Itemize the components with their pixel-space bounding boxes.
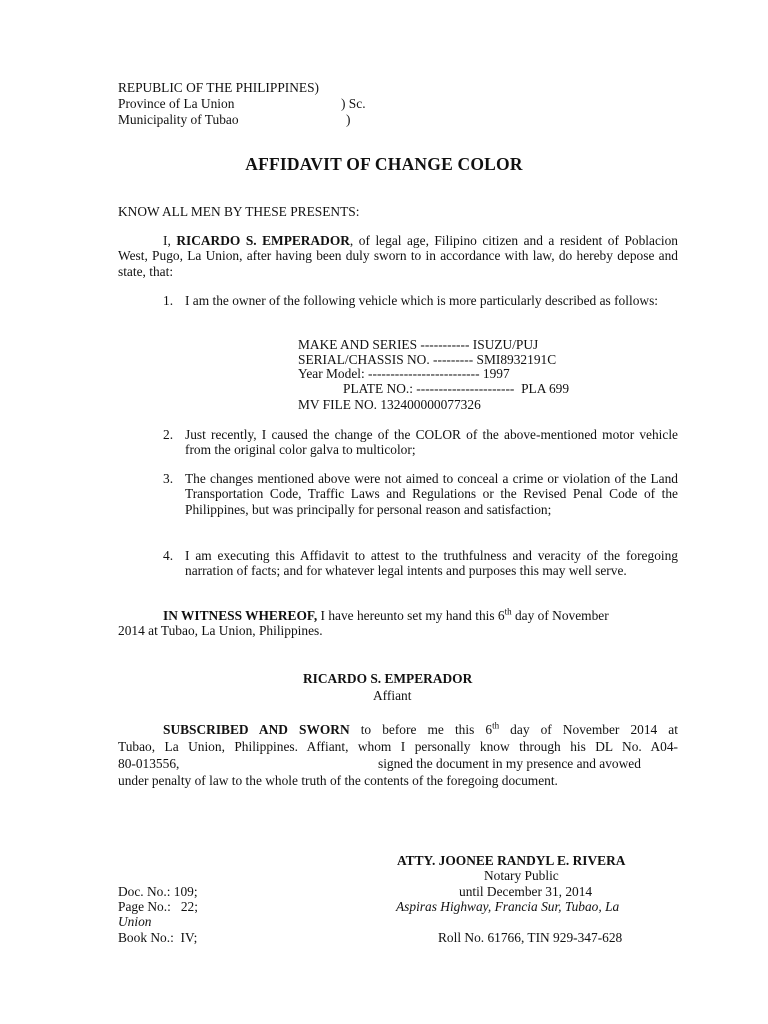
item-2-number: 2. <box>163 427 174 442</box>
jurat-line-2: Tubao, La Union, Philippines. Affiant, whom I personally know through his DL No. A04- <box>118 739 678 754</box>
item-4-number: 4. <box>163 548 174 563</box>
affiant-name-inline: RICARDO S. EMPERADOR <box>176 233 350 248</box>
jurat-line-1 <box>163 722 678 737</box>
witness-sup: th <box>504 606 512 617</box>
item-3-number: 3. <box>163 471 174 486</box>
vehicle-make: MAKE AND SERIES ----------- ISUZU/PUJ <box>298 337 539 352</box>
item-1-number: 1. <box>163 293 174 308</box>
intro-post: , of legal age, Filipino citizen and a resident of Poblacion West, Pugo, La Union, after having been duly sworn to in accordance with law, do hereby depose and state, that: <box>118 233 679 279</box>
affiant-role: Affiant <box>373 688 412 703</box>
notary-title: Notary Public <box>484 868 559 883</box>
salutation: KNOW ALL MEN BY THESE PRESENTS: <box>118 204 360 219</box>
vehicle-serial: SERIAL/CHASSIS NO. --------- SMI8932191C <box>298 352 557 367</box>
item-1-text: I am the owner of the following vehicle which is more particularly described as follows: <box>185 293 658 308</box>
venue-republic: REPUBLIC OF THE PHILIPPINES) <box>118 80 320 95</box>
jurat-sup: th <box>492 720 500 731</box>
registry-book: Book No.: IV; <box>118 930 198 945</box>
witness-text-a: I have hereunto set my hand this 6 <box>317 608 505 623</box>
venue-sc: ) Sc. <box>341 96 366 111</box>
jurat-line-3a: 80-013556, <box>118 756 180 771</box>
item-3-text: The changes mentioned above were not aimed to conceal a crime or violation of the Land Transportation Code, Traffic Laws and Regulations or the Revised Penal Code of the Philippines, but was principally for personal reason and satisfaction; <box>185 471 678 517</box>
jurat-text-a: to before me this 6 <box>349 722 493 737</box>
vehicle-mv-file: MV FILE NO. 132400000077326 <box>298 397 481 412</box>
witness-bold: IN WITNESS WHEREOF, <box>163 608 318 623</box>
intro-pre: I, <box>163 233 177 248</box>
witness-text-b: day of November <box>511 608 609 623</box>
jurat-bold: SUBSCRIBED AND SWORN <box>163 722 350 737</box>
venue-province: Province of La Union <box>118 96 235 111</box>
jurat-line-3b: signed the document in my presence and avowed <box>378 756 641 771</box>
notary-until: until December 31, 2014 <box>459 884 593 899</box>
item-4-text: I am executing this Affidavit to attest to the truthfulness and veracity of the foregoing narration of facts; and for whatever legal intents and purposes this may well serve. <box>185 548 678 579</box>
item-2-text: Just recently, I caused the change of the COLOR of the above-mentioned motor vehicle from the original color galva to multicolor; <box>185 427 678 458</box>
witness-line-1 <box>163 608 665 624</box>
jurat-line-4: under penalty of law to the whole truth of the contents of the foregoing document. <box>118 773 558 788</box>
intro-paragraph <box>118 233 678 279</box>
vehicle-year: Year Model: ------------------------- 1997 <box>298 366 510 381</box>
witness-line-2: 2014 at Tubao, La Union, Philippines. <box>118 623 323 638</box>
notary-address-wrap: Union <box>118 914 152 929</box>
registry-page: Page No.: 22; <box>118 899 198 914</box>
notary-name: ATTY. JOONEE RANDYL E. RIVERA <box>397 853 626 868</box>
affiant-name: RICARDO S. EMPERADOR <box>303 671 473 686</box>
document-title: AFFIDAVIT OF CHANGE COLOR <box>245 154 523 174</box>
notary-roll: Roll No. 61766, TIN 929-347-628 <box>438 930 623 945</box>
venue-paren: ) <box>346 112 351 127</box>
vehicle-plate: PLATE NO.: ---------------------- PLA 699 <box>343 381 570 396</box>
venue-municipality: Municipality of Tubao <box>118 112 239 127</box>
jurat-text-b: day of November 2014 at <box>499 722 678 737</box>
registry-doc: Doc. No.: 109; <box>118 884 198 899</box>
notary-address: Aspiras Highway, Francia Sur, Tubao, La <box>396 899 620 914</box>
